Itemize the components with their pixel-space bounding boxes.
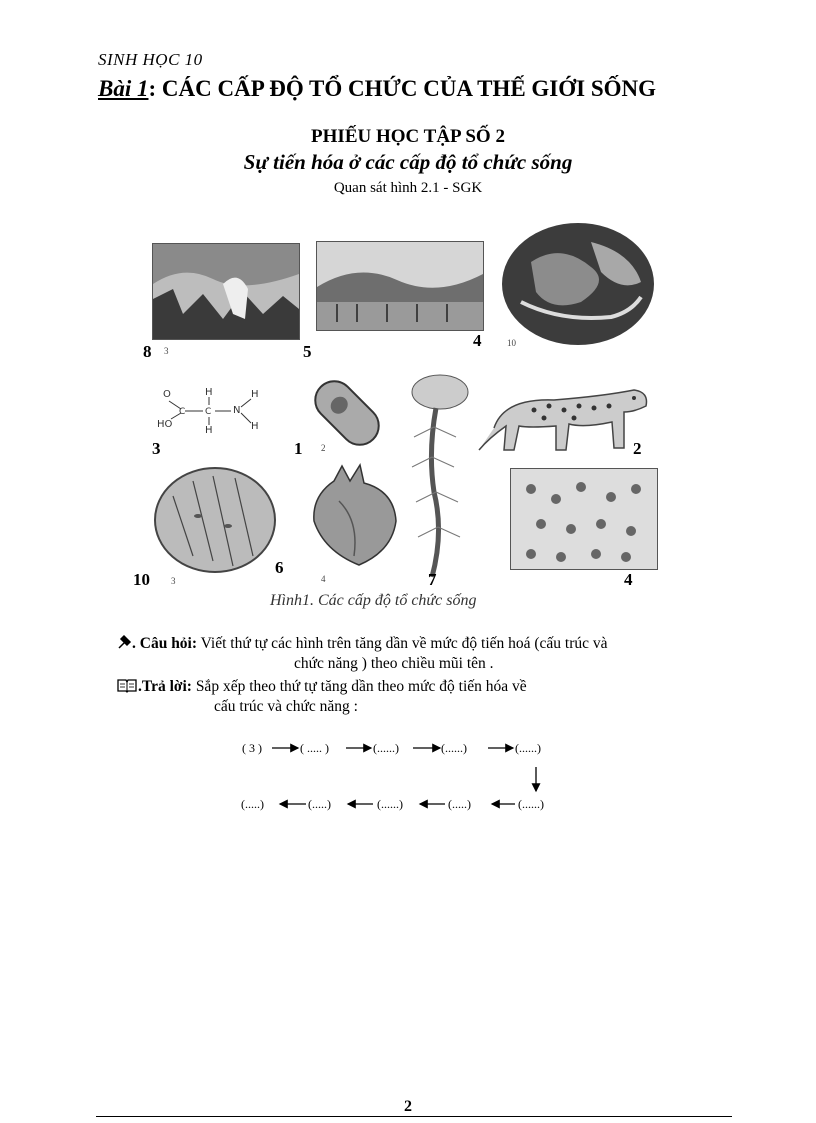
label-heart: 6 xyxy=(275,558,284,577)
footer-rule xyxy=(96,1116,732,1117)
ecosystem-image xyxy=(316,241,484,331)
answer-label: .Trả lời: xyxy=(138,678,192,695)
chain-row1-item-5: (......) xyxy=(515,741,541,755)
label-nervous: 7 xyxy=(428,570,437,589)
population-image xyxy=(510,468,658,570)
svg-text:H: H xyxy=(205,425,213,436)
svg-text:HO: HO xyxy=(157,419,173,430)
label-earth-small: 10 xyxy=(507,338,516,348)
chain-row1-item-4: (......) xyxy=(441,741,467,755)
label-savanna-small: 3 xyxy=(164,346,169,356)
chain-row2-item-1: (.....) xyxy=(241,797,264,811)
svg-text:N: N xyxy=(233,405,241,416)
label-population: 4 xyxy=(624,570,633,589)
heart-image xyxy=(304,461,402,567)
lesson-heading xyxy=(98,76,656,102)
svg-text:C: C xyxy=(179,407,186,417)
label-ecosystem-right: 4 xyxy=(473,331,482,350)
chain-row2-item-4: (.....) xyxy=(448,797,471,811)
label-cell-small: 2 xyxy=(321,443,326,453)
question-line-1 xyxy=(116,634,608,653)
lesson-number: Bài 1 xyxy=(98,76,149,101)
cell-image xyxy=(306,372,388,454)
worksheet-subtitle: Sự tiến hóa ở các cấp độ tổ chức sống xyxy=(243,150,573,174)
tissue-image xyxy=(153,466,277,574)
svg-text:H: H xyxy=(205,387,213,398)
answer-text-1: Sắp xếp theo thứ tự tăng dần theo mức độ tiến hóa về xyxy=(195,678,527,695)
answer-line-1 xyxy=(116,677,527,696)
book-icon xyxy=(116,677,138,693)
savanna-image xyxy=(152,243,300,340)
page-number: 2 xyxy=(404,1098,412,1115)
molecule-image xyxy=(155,383,265,438)
chain-arrows xyxy=(230,735,570,815)
subject-label: SINH HỌC 10 xyxy=(98,50,203,69)
chain-row1-item-3: (......) xyxy=(373,741,399,755)
nervous-system-image xyxy=(404,372,470,586)
svg-text:H: H xyxy=(251,421,259,432)
svg-text:C: C xyxy=(205,407,212,417)
label-leopard: 2 xyxy=(633,439,642,458)
svg-text:H: H xyxy=(251,389,259,400)
figure-caption: Hình1. Các cấp độ tổ chức sống xyxy=(270,592,477,609)
pin-icon xyxy=(116,634,132,650)
label-molecule: 3 xyxy=(152,439,161,458)
label-tissue-small: 3 xyxy=(171,576,176,586)
chain-row1-item-2: ( ..... ) xyxy=(300,741,329,755)
label-tissue: 10 xyxy=(133,570,150,589)
chain-row2-item-3: (......) xyxy=(377,797,403,811)
chain-row2-item-5: (......) xyxy=(518,797,544,811)
leopard-image xyxy=(474,378,654,456)
answer-text-2: cấu trúc và chức năng : xyxy=(214,698,358,715)
label-heart-small: 4 xyxy=(321,574,326,584)
lesson-title: : CÁC CẤP ĐỘ TỔ CHỨC CỦA THẾ GIỚI SỐNG xyxy=(148,76,657,101)
chain-row2-item-2: (.....) xyxy=(308,797,331,811)
label-ecosystem: 5 xyxy=(303,342,312,361)
question-text-2: chức năng ) theo chiều mũi tên . xyxy=(294,655,494,672)
svg-text:O: O xyxy=(163,389,171,400)
question-text-1: Viết thứ tự các hình trên tăng dần về mức độ tiến hoá (cấu trúc và xyxy=(200,635,608,652)
earth-image xyxy=(501,222,655,346)
label-cell: 1 xyxy=(294,439,303,458)
chain-row1-item-1: ( 3 ) xyxy=(242,741,262,755)
worksheet-title: PHIẾU HỌC TẬP SỐ 2 xyxy=(311,126,505,147)
label-savanna: 8 xyxy=(143,342,152,361)
observe-instruction: Quan sát hình 2.1 - SGK xyxy=(333,180,483,196)
question-label: . Câu hỏi: xyxy=(132,635,198,652)
